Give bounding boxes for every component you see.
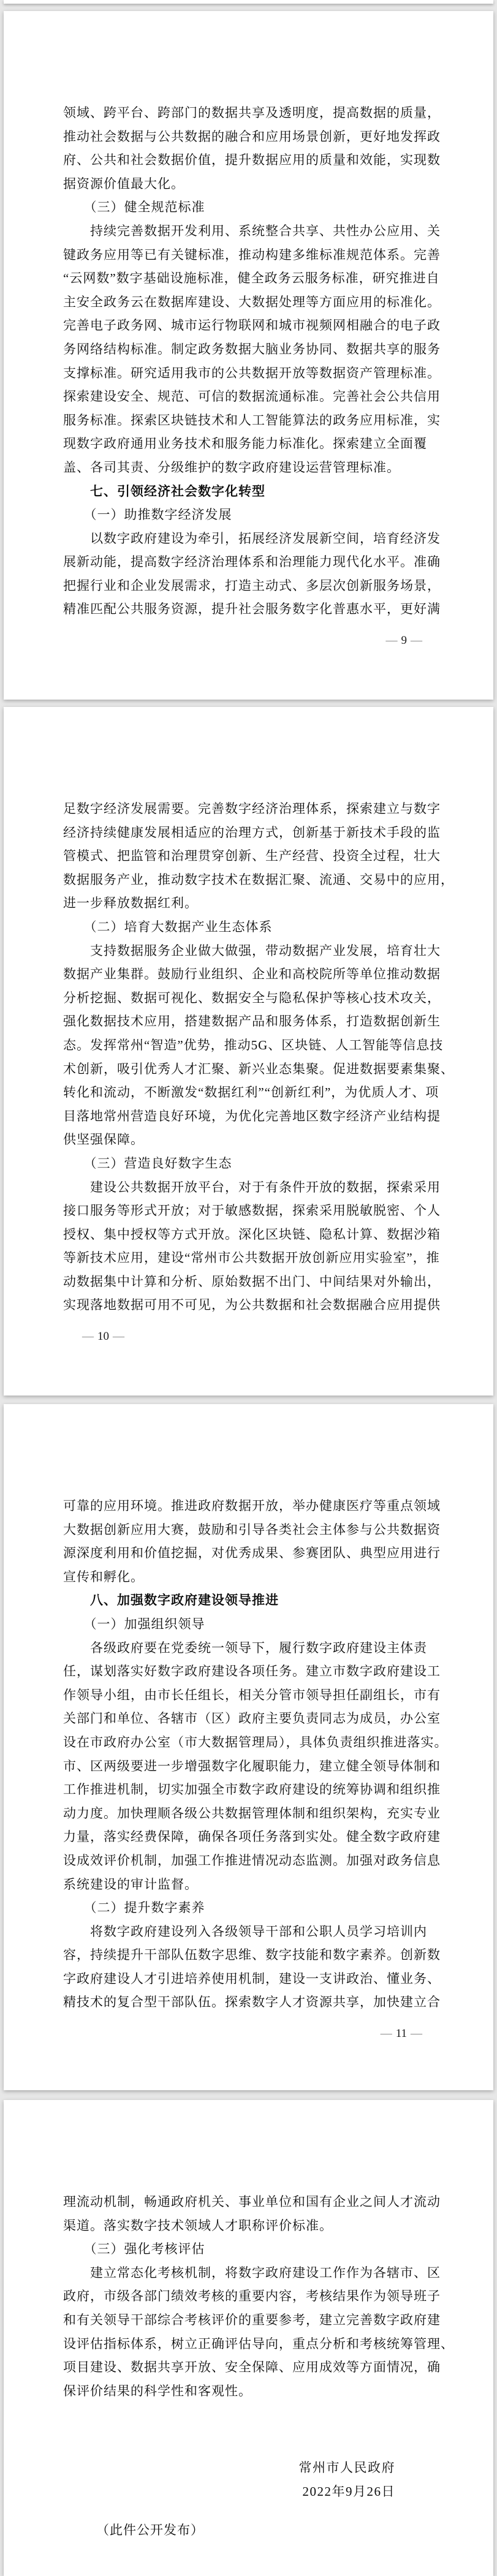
page-number-dash: — (385, 634, 398, 647)
text-line: 键政务应用等已有关键标准，推动构建多维标准规范体系。完善 (63, 247, 441, 262)
page-11 (4, 1404, 493, 2090)
page-number-dash: — (411, 2027, 422, 2040)
sub-heading: （一）助推数字经济发展 (63, 507, 232, 523)
text-line: 设成效评价机制，加强工作推进情况动态监测。加强对政务信息 (63, 1853, 441, 1868)
page-number-dash: — (380, 2027, 392, 2040)
text-line: 各级政府要在党委统一领导下，履行数字政府建设主体责 (63, 1640, 427, 1655)
text-line: 展新动能，提高数字经济治理体系和治理能力现代化水平。准确 (63, 554, 441, 570)
sub-heading: （三）营造良好数字生态 (63, 1155, 232, 1171)
sub-heading: （二）培育大数据产业生态体系 (63, 919, 273, 934)
text-line: 态。发挥常州“智造”优势，推动5G、区块链、人工智能等信息技 (63, 1037, 444, 1052)
text-line: 现数字政府通用业务技术和服务能力标准化。探索建立全面覆 (63, 436, 427, 451)
text-line: 和有关领导干部综合考核评价的重要参考，建立完善数字政府建 (63, 2312, 441, 2327)
page-text-area (4, 2100, 454, 2542)
sub-heading: （三）健全规范标准 (63, 200, 205, 215)
text-line: 以数字政府建设为牵引，拓展经济发展新空间，培育经济发 (63, 531, 441, 546)
text-line: 系统建设的审计监督。 (63, 1876, 198, 1892)
text-line: 建立常态化考核机制，将数字政府建设工作作为各辖市、区 (63, 2265, 441, 2280)
page-text-area (4, 707, 454, 1317)
text-line: 持续完善数据开发利用、系统整合共享、共性办公应用、关 (63, 223, 441, 238)
text-line: 市、区两级要进一步增强数字化履职能力，建立健全领导体制和 (63, 1758, 441, 1773)
text-line: 进一步释放数据红利。 (63, 896, 198, 911)
text-line: 任，谋划落实好数字政府建设各项任务。建立市数字政府建设工 (63, 1664, 441, 1679)
issuing-authority: 常州市人民政府 (298, 2460, 395, 2476)
text-line: 关部门和单位、各辖市（区）政府主要负责同志为成员，办公室 (63, 1711, 441, 1726)
page-text-area (4, 11, 443, 621)
text-line: 供坚强保障。 (63, 1132, 144, 1147)
page-number-dash: — (82, 1330, 94, 1343)
text-line: 接口服务等形式开放；对于敏感数据，探索采用脱敏脱密、个人 (63, 1203, 441, 1218)
text-line: 动力度。加快理顺各级公共数据管理体制和组织架构，充实专业 (63, 1805, 441, 1821)
text-line: 设在市政府办公室（市大数据管理局），具体负责组织推进落实。 (63, 1734, 448, 1750)
text-line: 术创新，吸引优秀人才汇聚、新兴业态集聚。促进数据要素集聚、 (63, 1061, 454, 1076)
text-line: 足数字经济发展需要。完善数字经济治理体系，探索建立与数字 (63, 801, 441, 816)
text-line: 数据产业集群。鼓励行业组织、企业和高校院所等单位推动数据 (63, 967, 441, 982)
text-line: 目落地常州营造良好环境，为优化完善地区数字经济产业结构提 (63, 1108, 441, 1124)
text-line: 将数字政府建设列入各级领导干部和公职人员学习培训内 (63, 1924, 427, 1939)
sub-heading: （三）强化考核评估 (63, 2242, 205, 2257)
text-line: “云网数”数字基础设施标准，健全政务云服务标准，研究推进自 (63, 271, 440, 286)
page-10 (4, 707, 493, 1396)
page-number-dash: — (113, 1330, 124, 1343)
section-heading: 七、引领经济社会数字化转型 (63, 483, 265, 499)
text-line: 可靠的应用环境。推进政府数据开放，举办健康医疗等重点领域 (63, 1498, 441, 1513)
text-line: 领域、跨平台、跨部门的数据共享及透明度，提高数据的质量， (63, 105, 441, 120)
text-line: 据资源价值最大化。 (63, 176, 184, 191)
text-line: 完善电子政务网、城市运行物联网和城市视频网相融合的电子政 (63, 318, 441, 333)
page-number-value: 11 (395, 2027, 407, 2040)
page-text-area (4, 1404, 448, 2014)
signature-block (63, 2456, 443, 2503)
text-line: 政府，市级各部门绩效考核的重要内容，考核结果作为领导班子 (63, 2289, 441, 2304)
page-9 (4, 11, 493, 700)
text-line: 大数据创新应用大赛，鼓励和引导各类社会主体参与公共数据资 (63, 1522, 441, 1537)
text-line: 作领导小组，由市长任组长，相关分管市领导担任副组长，市有 (63, 1687, 441, 1702)
text-line: 授权、集中授权等方式开放。深化区块链、隐私计算、数据沙箱 (63, 1226, 441, 1242)
text-line: 服务标准。探索区块链技术和人工智能算法的政务应用标准，实 (63, 412, 441, 428)
sub-heading: （二）提升数字素养 (63, 1900, 205, 1916)
issue-date: 2022年9月26日 (302, 2483, 395, 2499)
text-line: 实现落地数据可用不可见，为公共数据和社会数据融合应用提供 (63, 1297, 441, 1313)
text-line: 理流动机制，畅通政府机关、事业单位和国有企业之间人才流动 (63, 2194, 441, 2209)
text-line: 盖、各司其责、分级维护的数字政府建设运营管理标准。 (63, 459, 400, 475)
text-line: 主安全政务云在数据库建设、大数据处理等方面应用的标准化。 (63, 294, 441, 309)
text-line: 字政府建设人才引进培养使用机制，建设一支讲政治、懂业务、 (63, 1971, 441, 1986)
page-number (382, 633, 427, 648)
text-line: 把握行业和企业发展需求，打造主动式、多层次创新服务场景， (63, 578, 441, 593)
page-number-value: 10 (97, 1330, 109, 1343)
text-line: 保评价结果的科学性和客观性。 (63, 2383, 252, 2398)
text-line: 项目建设、数据共享开放、安全保障、应用成效等方面情况，确 (63, 2360, 441, 2375)
text-line: 工作推进机制，切实加强全市数字政府建设的统筹协调和组织推 (63, 1782, 441, 1797)
page-number (78, 1329, 128, 1344)
page-number-dash: — (411, 634, 422, 647)
text-line: 动数据集中计算和分析、原始数据不出门、中间结果对外输出， (63, 1274, 441, 1289)
text-line: 探索建设安全、规范、可信的数据流通标准。完善社会公共信用 (63, 389, 441, 404)
text-line: 经济持续健康发展相适应的治理方式，创新基于新技术手段的监 (63, 825, 441, 840)
page-12 (4, 2100, 493, 2576)
text-line: 管模式、把监管和治理贯穿创新、生产经营、投资全过程，壮大 (63, 848, 441, 864)
text-line: 数据服务产业，推动数字技术在数据汇聚、流通、交易中的应用， (63, 872, 454, 887)
text-line: 容，持续提升干部队伍数字思维、数字技能和数字素养。创新数 (63, 1947, 441, 1963)
text-line: 强化数据技术应用，搭建数据产品和服务体系，打造数据创新生 (63, 1014, 441, 1029)
text-line: 等新技术应用，建设“常州市公共数据开放创新应用实验室”，推 (63, 1250, 440, 1266)
section-heading: 八、加强数字政府建设领导推进 (63, 1593, 279, 1608)
text-line: 精准匹配公共服务资源，提升社会服务数字化普惠水平，更好满 (63, 602, 441, 617)
text-line: 建设公共数据开放平台，对于有条件开放的数据，探索采用 (63, 1179, 441, 1195)
text-line: 支撑标准。研究适用我市的公共数据开放等数据资产管理标准。 (63, 365, 441, 380)
public-release-note: （此件公开发布） (96, 2522, 204, 2537)
sub-heading: （一）加强组织领导 (63, 1616, 205, 1631)
page-number (377, 2026, 426, 2041)
text-line: 精技术的复合型干部队伍。探索数字人才资源共享，加快建立合 (63, 1995, 441, 2010)
text-line: 分析挖掘、数据可视化、数据安全与隐私保护等核心技术攻关， (63, 990, 441, 1005)
text-line: 推动社会数据与公共数据的融合和应用场景创新，更好地发挥政 (63, 129, 441, 144)
text-line: 支持数据服务企业做大做强，带动数据产业发展，培育壮大 (63, 943, 441, 958)
text-line: 设评估指标体系，树立正确评估导向，重点分析和考核统筹管理、 (63, 2336, 454, 2351)
page-number-value: 9 (401, 634, 407, 647)
text-line: 源深度利用和价值挖掘，对优秀成果、参赛团队、典型应用进行 (63, 1546, 441, 1561)
text-line: 渠道。落实数字技术领域人才职称评价标准。 (63, 2218, 333, 2233)
text-line: 力量，落实经费保障，确保各项任务落到实处。健全数字政府建 (63, 1829, 441, 1845)
text-line: 府、公共和社会数据价值，提升数据应用的质量和效能，实现数 (63, 153, 441, 168)
previous-page-bottom-edge (4, 0, 493, 4)
text-line: 宣传和孵化。 (63, 1569, 144, 1584)
text-line: 转化和流动，不断激发“数据红利”“创新红利”，为优质人才、项 (63, 1085, 439, 1100)
text-line: 务网络结构标准。制定政务数据大脑业务协同、数据共享的服务 (63, 341, 441, 357)
